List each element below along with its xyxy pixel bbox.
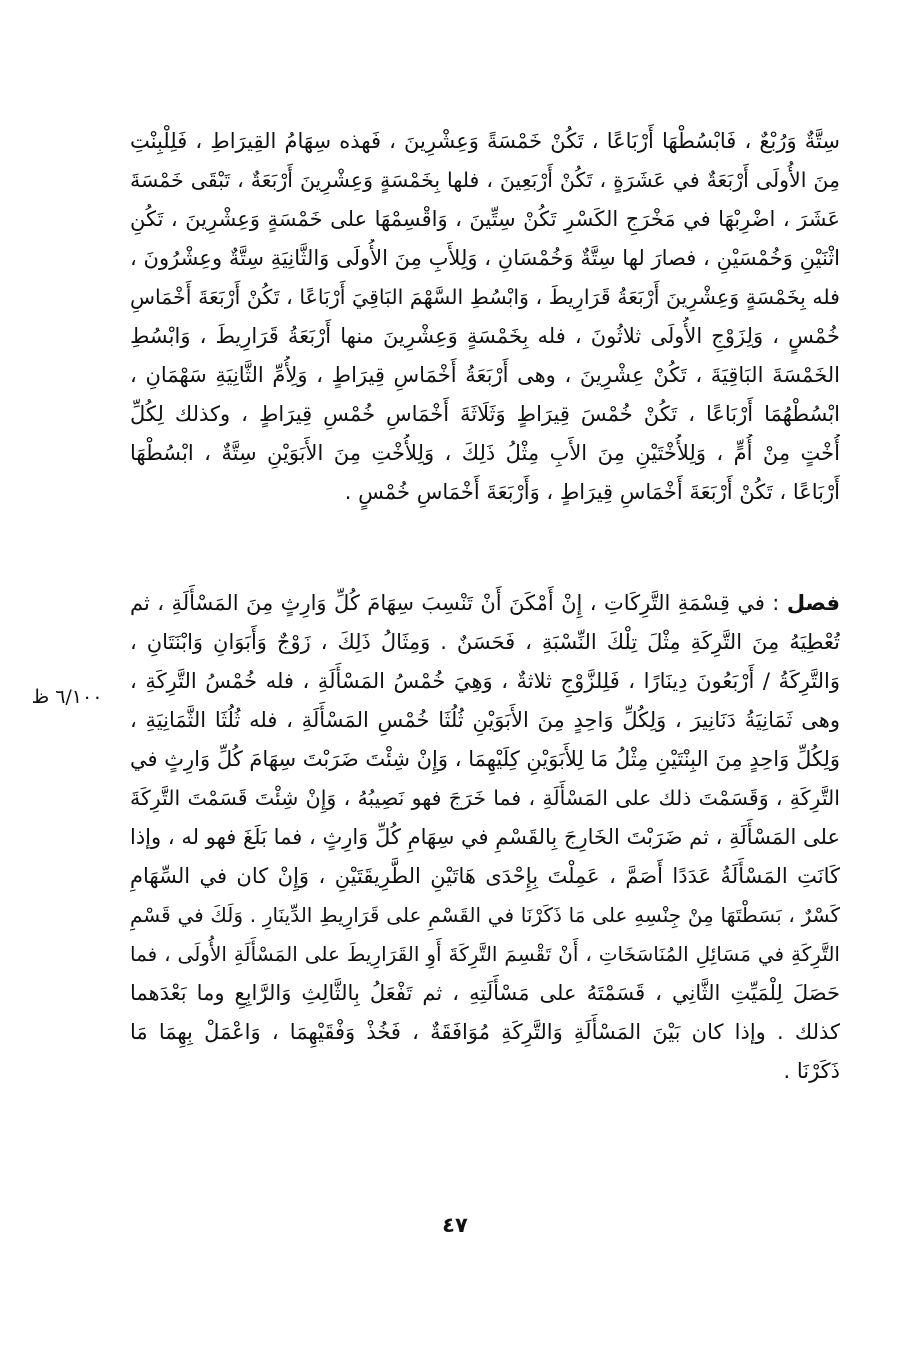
text-line: سِتَّةٌ وَرُبْعٌ ، فَابْسُطْهَا أَرْبَاعًا ، تَكُنْ خَمْسَةً وَعِشْرِينَ ، فَهذه سِهَامُ القِيرَاطِ ، فَلِلْبِنْتِ: [130, 129, 840, 153]
text-line-first: [130, 584, 840, 623]
text-line: كذلك . وإذا كان بَيْنَ المَسْأَلَةِ وَالتَّرِكَةِ مُوَافَقَةٌ ، فَخُذْ وَفْقَيْهِمَا ، وَاعْمَلْ بِهِمَا مَا: [130, 1020, 840, 1044]
text-line: تُعْطِيَهُ مِنَ التَّرِكَةِ مِثْلَ تِلْكَ النِّسْبَةِ ، فَحَسَنٌ . وَمِثَالُ ذَلِكَ ، زَوْجٌ وَأَبَوَانِ وَابْنَتَانِ ،: [130, 630, 840, 654]
text-line: كَانَتِ المَسْأَلَةُ عَدَدًا أَصَمَّ ، عَمِلْتَ بِإِحْدَى هَاتَيْنِ الطَّرِيقَتَيْنِ ، وَإِنْ كان في السِّهَامِ: [130, 864, 840, 888]
text-line: حَصَلَ لِلْمَيِّتِ الثَّانِي ، قَسَمْتَهُ على مَسْأَلَتِهِ ، ثم تَفْعَلُ بِالثَّالِثِ وَالرَّابِعِ وما بَعْدَهما: [130, 981, 840, 1005]
section-heading: فصل: [786, 591, 840, 615]
text-line: عَشَرَ ، اضْرِبْهَا في مَخْرَجِ الكَسْرِ تَكُنْ سِتِّينَ ، وَاقْسِمْهَا على خَمْسَةٍ وَعِشْرِينَ ، تَكُنِ: [130, 207, 840, 231]
text-line: اثْنَيْنِ وَخُمْسَيْنِ ، فصارَ لها سِتَّةٌ وَخُمْسَانِ ، وَلِلأَبِ مِنَ الأُولَى وَالثَّانِيَةِ سِتَّةٌ وعِشْرُونَ ،: [130, 246, 840, 270]
margin-manuscript-reference: ٦/١٠٠ ظ: [31, 686, 103, 708]
paragraph-1: [130, 122, 840, 512]
text-line: ابْسُطْهُمَا أَرْبَاعًا ، تَكُنْ خُمْسَ قِيرَاطٍ وَثَلَاثَةَ أَخْمَاسِ خُمْسِ قِيرَاطٍ ، وكذلك لِكُلِّ: [130, 402, 840, 426]
text-line: مِنَ الأُولَى أَرْبَعَةٌ في عَشَرَةٍ ، تَكُنْ أَرْبَعِينَ ، فلها بِخَمْسَةٍ وَعِشْرِينَ أَرْبَعَةٌ ، تَبْقَى خَمْسَةَ: [130, 168, 840, 192]
text-line: على المَسْأَلَةِ ، ثم ضَرَبْتَ الخَارِجَ بِالقَسْمِ في سِهَامِ كُلِّ وَارِثٍ ، فما بَلَغَ فهو له ، وإذا: [130, 825, 840, 849]
text-line: فله بِخَمْسَةٍ وَعِشْرِينَ أَرْبَعَةُ قَرَارِيطَ ، وَابْسُطِ السَّهْمَ البَاقِيَ أَرْبَاعًا ، تَكُنْ أَرْبَعَةَ أَخْمَاسِ: [130, 285, 840, 309]
text-line: كَسْرٌ ، بَسَطْتَهَا مِنْ جِنْسِهِ على مَا ذَكَرْنَا في القَسْمِ على قَرَارِيطِ الدِّينَارِ . وَلَكَ في قَسْمِ: [130, 903, 840, 927]
text-line: وَالتَّرِكَةُ / أَرْبَعُونَ دِينَارًا ، فَلِلزَّوْجِ ثلاثةٌ ، وَهِيَ خُمْسُ المَسْأَلَةِ ، فله خُمْسُ التَّرِكَةِ ،: [130, 669, 840, 693]
text-line: ذَكَرْنَا .: [783, 1059, 840, 1083]
text-line: أُخْتٍ مِنْ أُمٍّ ، وَلِلأُخْتَيْنِ مِنَ الأَبِ مِثْلُ ذَلِكَ ، وَلِلأُخْتِ مِنَ الأَبَوَيْنِ سِتَّةٌ ، ابْسُطْهَا: [130, 441, 840, 465]
text-line: أَرْبَاعًا ، تَكُنْ أَرْبَعَةَ أَخْمَاسِ قِيرَاطٍ ، وَأَرْبَعَةَ أَخْمَاسِ خُمْسٍ .: [344, 480, 840, 504]
text-line: الخَمْسَةَ البَاقِيَةَ ، تَكُنْ عِشْرِينَ ، وهى أَرْبَعَةُ أَخْمَاسِ قِيرَاطٍ ، وَلِأُمِّ الثَّانِيَةِ سَهْمَانِ ،: [130, 363, 840, 387]
text-line: وهى ثَمَانِيَةُ دَنَانِيرَ ، وَلِكُلِّ وَاحِدٍ مِنَ الأَبَوَيْنِ ثُلُثَا خُمْسِ المَسْأَلَةِ ، فله ثُلُثَا الثَّمَانِيَةِ ،: [130, 708, 840, 732]
text-line: التَّرِكَةِ في مَسَائِلِ المُنَاسَخَاتِ ، أَنْ تَقْسِمَ التَّرِكَةَ أَوِ القَرَارِيطَ على المَسْأَلَةِ الأُولَى ، فما: [130, 942, 840, 966]
text-line: خُمْسٍ ، وَلِزَوْجِ الأُولَى ثلاثُونَ ، فله بِخَمْسَةٍ وَعِشْرِينَ منها أَرْبَعَةُ قَرَارِيطَ ، وَابْسُطِ: [130, 324, 840, 348]
page-number: ٤٧: [442, 1213, 468, 1237]
text-line: وَلِكُلِّ وَاحِدٍ مِنَ البِنْتَيْنِ مِثْلُ مَا لِلأَبَوَيْنِ كِلَيْهِمَا ، وَإِنْ شِئْتَ ضَرَبْتَ سِهَامَ كُلِّ وَارِثٍ في: [130, 747, 840, 771]
text-line: التَّرِكَةِ ، وَقَسَمْتَ ذلك على المَسْأَلَةِ ، فما خَرَجَ فهو نَصِيبُهُ ، وَإِنْ شِئْتَ قَسَمْتَ التَّرِكَةَ: [130, 786, 840, 810]
paragraph-2: [130, 584, 840, 1091]
text-line-rest: : في قِسْمَةِ التَّرِكَاتِ ، إِنْ أَمْكَنَ أَنْ تَنْسِبَ سِهَامَ كُلِّ وَارِثٍ مِنَ المَسْأَلَةِ ، ثم: [130, 591, 787, 615]
